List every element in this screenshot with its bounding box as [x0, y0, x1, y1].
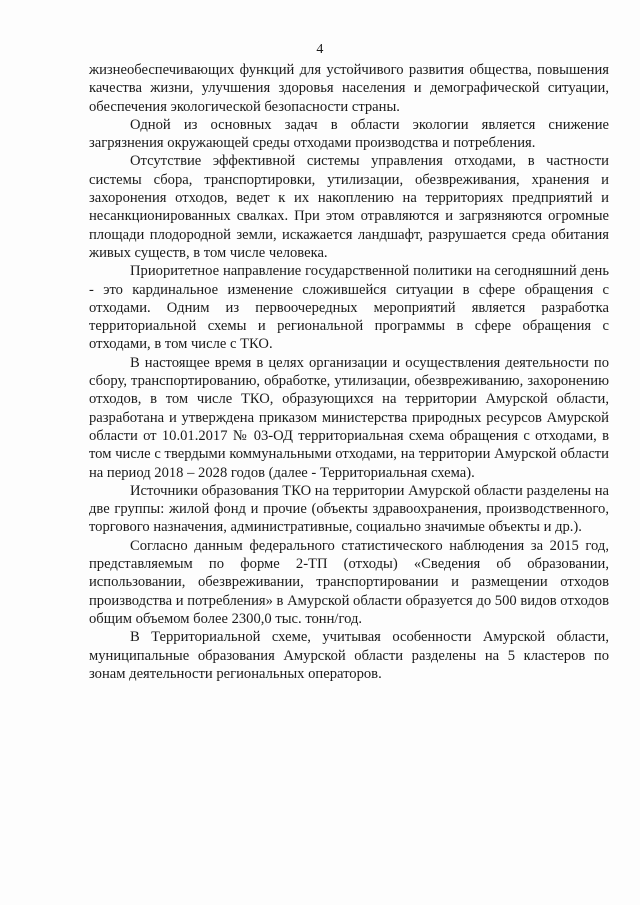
paragraph-clusters: В Территориальной схеме, учитывая особенности Амурской области, муниципальные образования Амурской области разделены на 5 кластеров по зонам деятельности региональных операторов.	[89, 629, 609, 682]
paragraph-waste-management: Отсутствие эффективной системы управления отходами, в частности системы сбора, транспортировки, утилизации, обезвреживания, хранения и захоронения отходов, ведет к их накоплению на территориях предприятий и несанкционированных свалках. При этом отравляются и загрязняются огромные площади плодородной земли, искажается ландшафт, разрушается среда обитания живых существ, в том числе человека.	[89, 153, 609, 261]
paragraph-sources: Источники образования ТКО на территории Амурской области разделены на две группы: жилой фонд и прочие (объекты здравоохранения, производственного, торгового назначения, административные, социально значимые объекты и др.).	[89, 482, 609, 536]
paragraph-state-policy: Приоритетное направление государственной политики на сегодняшний день - это кардинальное изменение сложившейся ситуации в сфере обращения с отходами. Одним из первоочередных мероприятий является разработка территориальной схемы и региональной программы в сфере обращения с отходами, в том числе с ТКО.	[89, 263, 609, 353]
paragraph-territorial-scheme: В настоящее время в целях организации и осуществления деятельности по сбору, транспортированию, обработке, утилизации, обезвреживанию, захоронению отходов, в том числе ТКО, образующихся на территории Амурской области, разработана и утверждена приказом министерства природных ресурсов Амурской области от 10.01.2017 № 03-ОД территориальная схема обращения с отходами, в том числе с твердыми коммунальными отходами, на территории Амурской области на период 2018 – 2028 годов (далее - Территориальная схема).	[89, 354, 609, 481]
paragraph-continuation: жизнеобеспечивающих функций для устойчивого развития общества, повышения качества жизни, улучшения здоровья населения и демографической ситуации, обеспечения экологической безопасности страны.	[89, 62, 609, 115]
paragraph-statistics: Согласно данным федерального статистического наблюдения за 2015 год, представляемым по форме 2-ТП (отходы) «Сведения об образовании, использовании, обезвреживании, транспортировании и размещении отходов производства и потребления» в Амурской области образуется до 500 видов отходов общим объемом более 2300,0 тыс. тонн/год.	[89, 537, 609, 627]
document-body	[89, 61, 609, 683]
page-number: 4	[316, 42, 324, 57]
paragraph-ecology-task: Одной из основных задач в области экологии является снижение загрязнения окружающей среды отходами производства и потребления.	[89, 116, 609, 152]
